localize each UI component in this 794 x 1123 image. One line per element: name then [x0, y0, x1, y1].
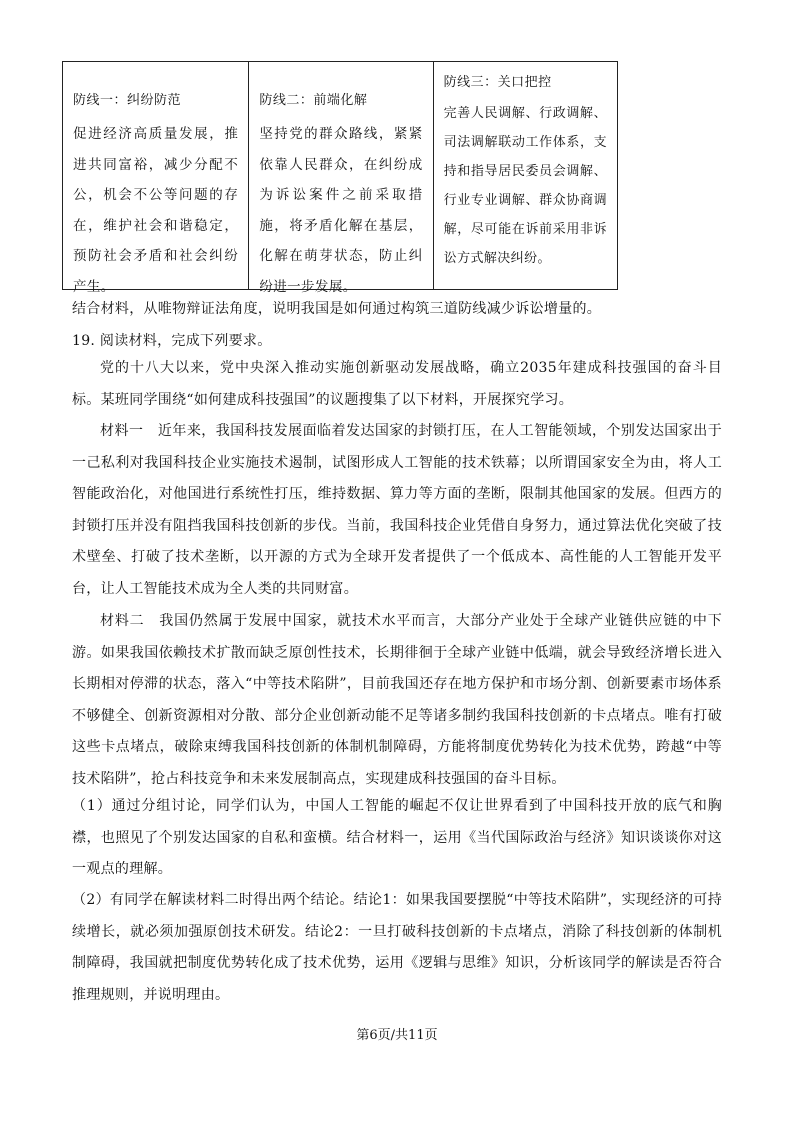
q18-prompt: 结合材料，从唯物辩证法角度，说明我国是如何通过构筑三道防线减少诉讼增量的。	[72, 301, 602, 317]
defense-line-1-cell	[63, 62, 248, 295]
defense-line-3-cell	[433, 62, 617, 289]
defense-line-2-body: 坚持党的群众路线，紧紧依靠人民群众，在纠纷成为诉讼案件之前采取措施，将矛盾化解在基层，化解在萌芽状态，防止纠纷进一步发展。	[259, 126, 423, 295]
q19-intro: 党的十八大以来，党中央深入推动实施创新驱动发展战略，确立2035年建成科技强国的奋斗目标。某班同学围绕“如何建成科技强国”的议题搜集了以下材料，开展探究学习。	[72, 360, 722, 408]
q19-material-2: 材料二 我国仍然属于发展中国家，就技术水平而言，大部分产业处于全球产业链供应链的中下游。如果我国依赖技术扩散而缺乏原创性技术，长期徘徊于全球产业链中低端，就会导致经济增长进入长期相对停滞的状态，落入“中等技术陷阱”，目前我国还存在地方保护和市场分割、创新要素市场体系不够健全、创新资源相对分散、部分企业创新动能不足等诸多制约我国科技创新的卡点堵点。唯有打破这些卡点堵点，破除束缚我国科技创新的体制机制障碍，方能将制度优势转化为技术优势，跨越“中等技术陷阱”，抢占科技竞争和未来发展制高点，实现建成科技强国的奋斗目标。	[72, 613, 722, 787]
defense-lines-table	[62, 61, 618, 295]
q19-heading: 19. 阅读材料，完成下列要求。	[72, 333, 272, 349]
defense-line-3-body: 完善人民调解、行政调解、司法调解联动工作体系，支持和指导居民委员会调解、行业专业调解、群众协商调解，尽可能在诉前采用非诉讼方式解决纠纷。	[443, 106, 608, 266]
q19-sub-question-2: （2）有同学在解读材料二时得出两个结论。结论1：如果我国要摆脱“中等技术陷阱”，实现经济的可持续增长，就必须加强原创技术研发。结论2：一旦打破科技创新的卡点堵点，消除了科技创新的体制机制障碍，我国就把制度优势转化成了技术优势，运用《逻辑与思维》知识，分析该同学的解读是否符合推理规则，并说明理由。	[72, 892, 722, 1003]
defense-line-2-cell	[248, 62, 432, 295]
q19-sub-question-1: （1）通过分组讨论，同学们认为，中国人工智能的崛起不仅让世界看到了中国科技开放的底气和胸襟，也照见了个别发达国家的自私和蛮横。结合材料一，运用《当代国际政治与经济》知识谈谈你对这一观点的理解。	[72, 798, 722, 877]
defense-line-1-body: 促进经济高质量发展，推进共同富裕，减少分配不公，机会不公等问题的存在，维护社会和谐稳定，预防社会矛盾和社会纠纷产生。	[73, 126, 239, 295]
page-number: 第6页/共11页	[356, 1028, 438, 1043]
defense-line-1-title: 防线一：纠纷防范	[73, 93, 182, 108]
defense-line-2-title: 防线二：前端化解	[259, 93, 368, 108]
q19-material-1: 材料一 近年来，我国科技发展面临着发达国家的封锁打压，在人工智能领域，个别发达国家出于一己私利对我国科技企业实施技术遏制，试图形成人工智能的技术铁幕；以所谓国家安全为由，将人工智能政治化，对他国进行系统性打压，维持数据、算力等方面的垄断，限制其他国家的发展。但西方的封锁打压并没有阻挡我国科技创新的步伐。当前，我国科技企业凭借自身努力，通过算法优化突破了技术壁垒、打破了技术垄断，以开源的方式为全球开发者提供了一个低成本、高性能的人工智能开发平台，让人工智能技术成为全人类的共同财富。	[72, 423, 722, 597]
defense-line-3-title: 防线三：关口把控	[443, 75, 552, 90]
